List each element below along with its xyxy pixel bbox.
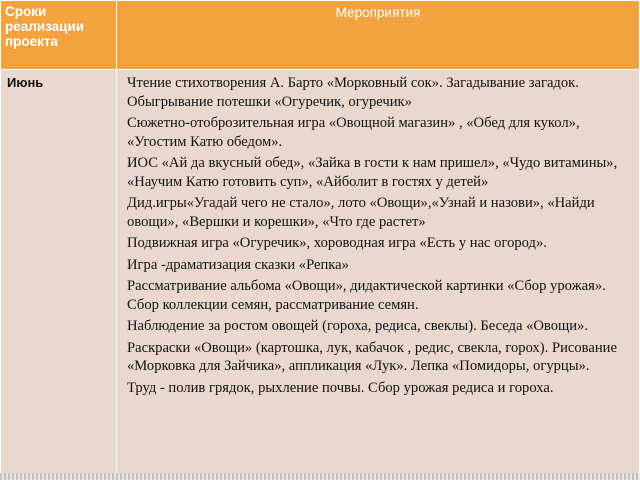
- activity-paragraph: Игра -драматизация сказки «Репка»: [127, 256, 349, 273]
- slide-bottom-border: [0, 473, 640, 480]
- activity-paragraph: Подвижная игра «Огуречик», хороводная игра «Есть у нас огород».: [127, 235, 547, 251]
- period-column-header: [1, 1, 117, 70]
- activity-paragraph: Сюжетно-отоброзительная игра «Овощной магазин» , «Обед для кукол», «Угостим Катю обедом».: [127, 115, 580, 150]
- period-cell: Июнь: [1, 70, 117, 480]
- period-header-line: Сроки: [5, 4, 47, 19]
- activity-paragraph: Дид.игры«Угадай чего не стало», лото «Овощи»,«Узнай и назови», «Найди овощи», «Вершки и корешки», «Что где растет»: [127, 195, 595, 230]
- activity-paragraph: Раскраски «Овощи» (картошка, лук, кабачок , редис, свекла, горох). Рисование «Морковка для Зайчика», аппликация «Лук». Лепка «Помидоры, огурцы».: [127, 339, 617, 374]
- activity-paragraph: Чтение стихотворения А. Барто «Морковный сок». Загадывание загадок. Обыгрывание потешки «Огуречик, огуречик»: [127, 75, 579, 110]
- activity-paragraph: Труд - полив грядок, рыхление почвы. Сбор урожая редиса и гороха.: [127, 379, 554, 396]
- period-header-line: реализации: [5, 19, 85, 34]
- activities-column-header: Мероприятия: [117, 1, 640, 70]
- activity-paragraph: Рассматривание альбома «Овощи», дидактической картинки «Сбор урожая». Сбор коллекции семян, рассматривание семян.: [127, 278, 606, 313]
- table-row: [1, 70, 640, 480]
- activities-cell: [117, 70, 640, 480]
- table-header-row: [1, 1, 640, 70]
- activity-paragraph: Наблюдение за ростом овощей (гороха, редиса, свеклы). Беседа «Овощи».: [127, 318, 588, 334]
- activity-paragraph: ИОС «Ай да вкусный обед», «Зайка в гости к нам пришел», «Чудо витамины», «Научим Катю готовить суп», «Айболит в гостях у детей»: [127, 155, 618, 190]
- period-header-line: проекта: [5, 34, 59, 49]
